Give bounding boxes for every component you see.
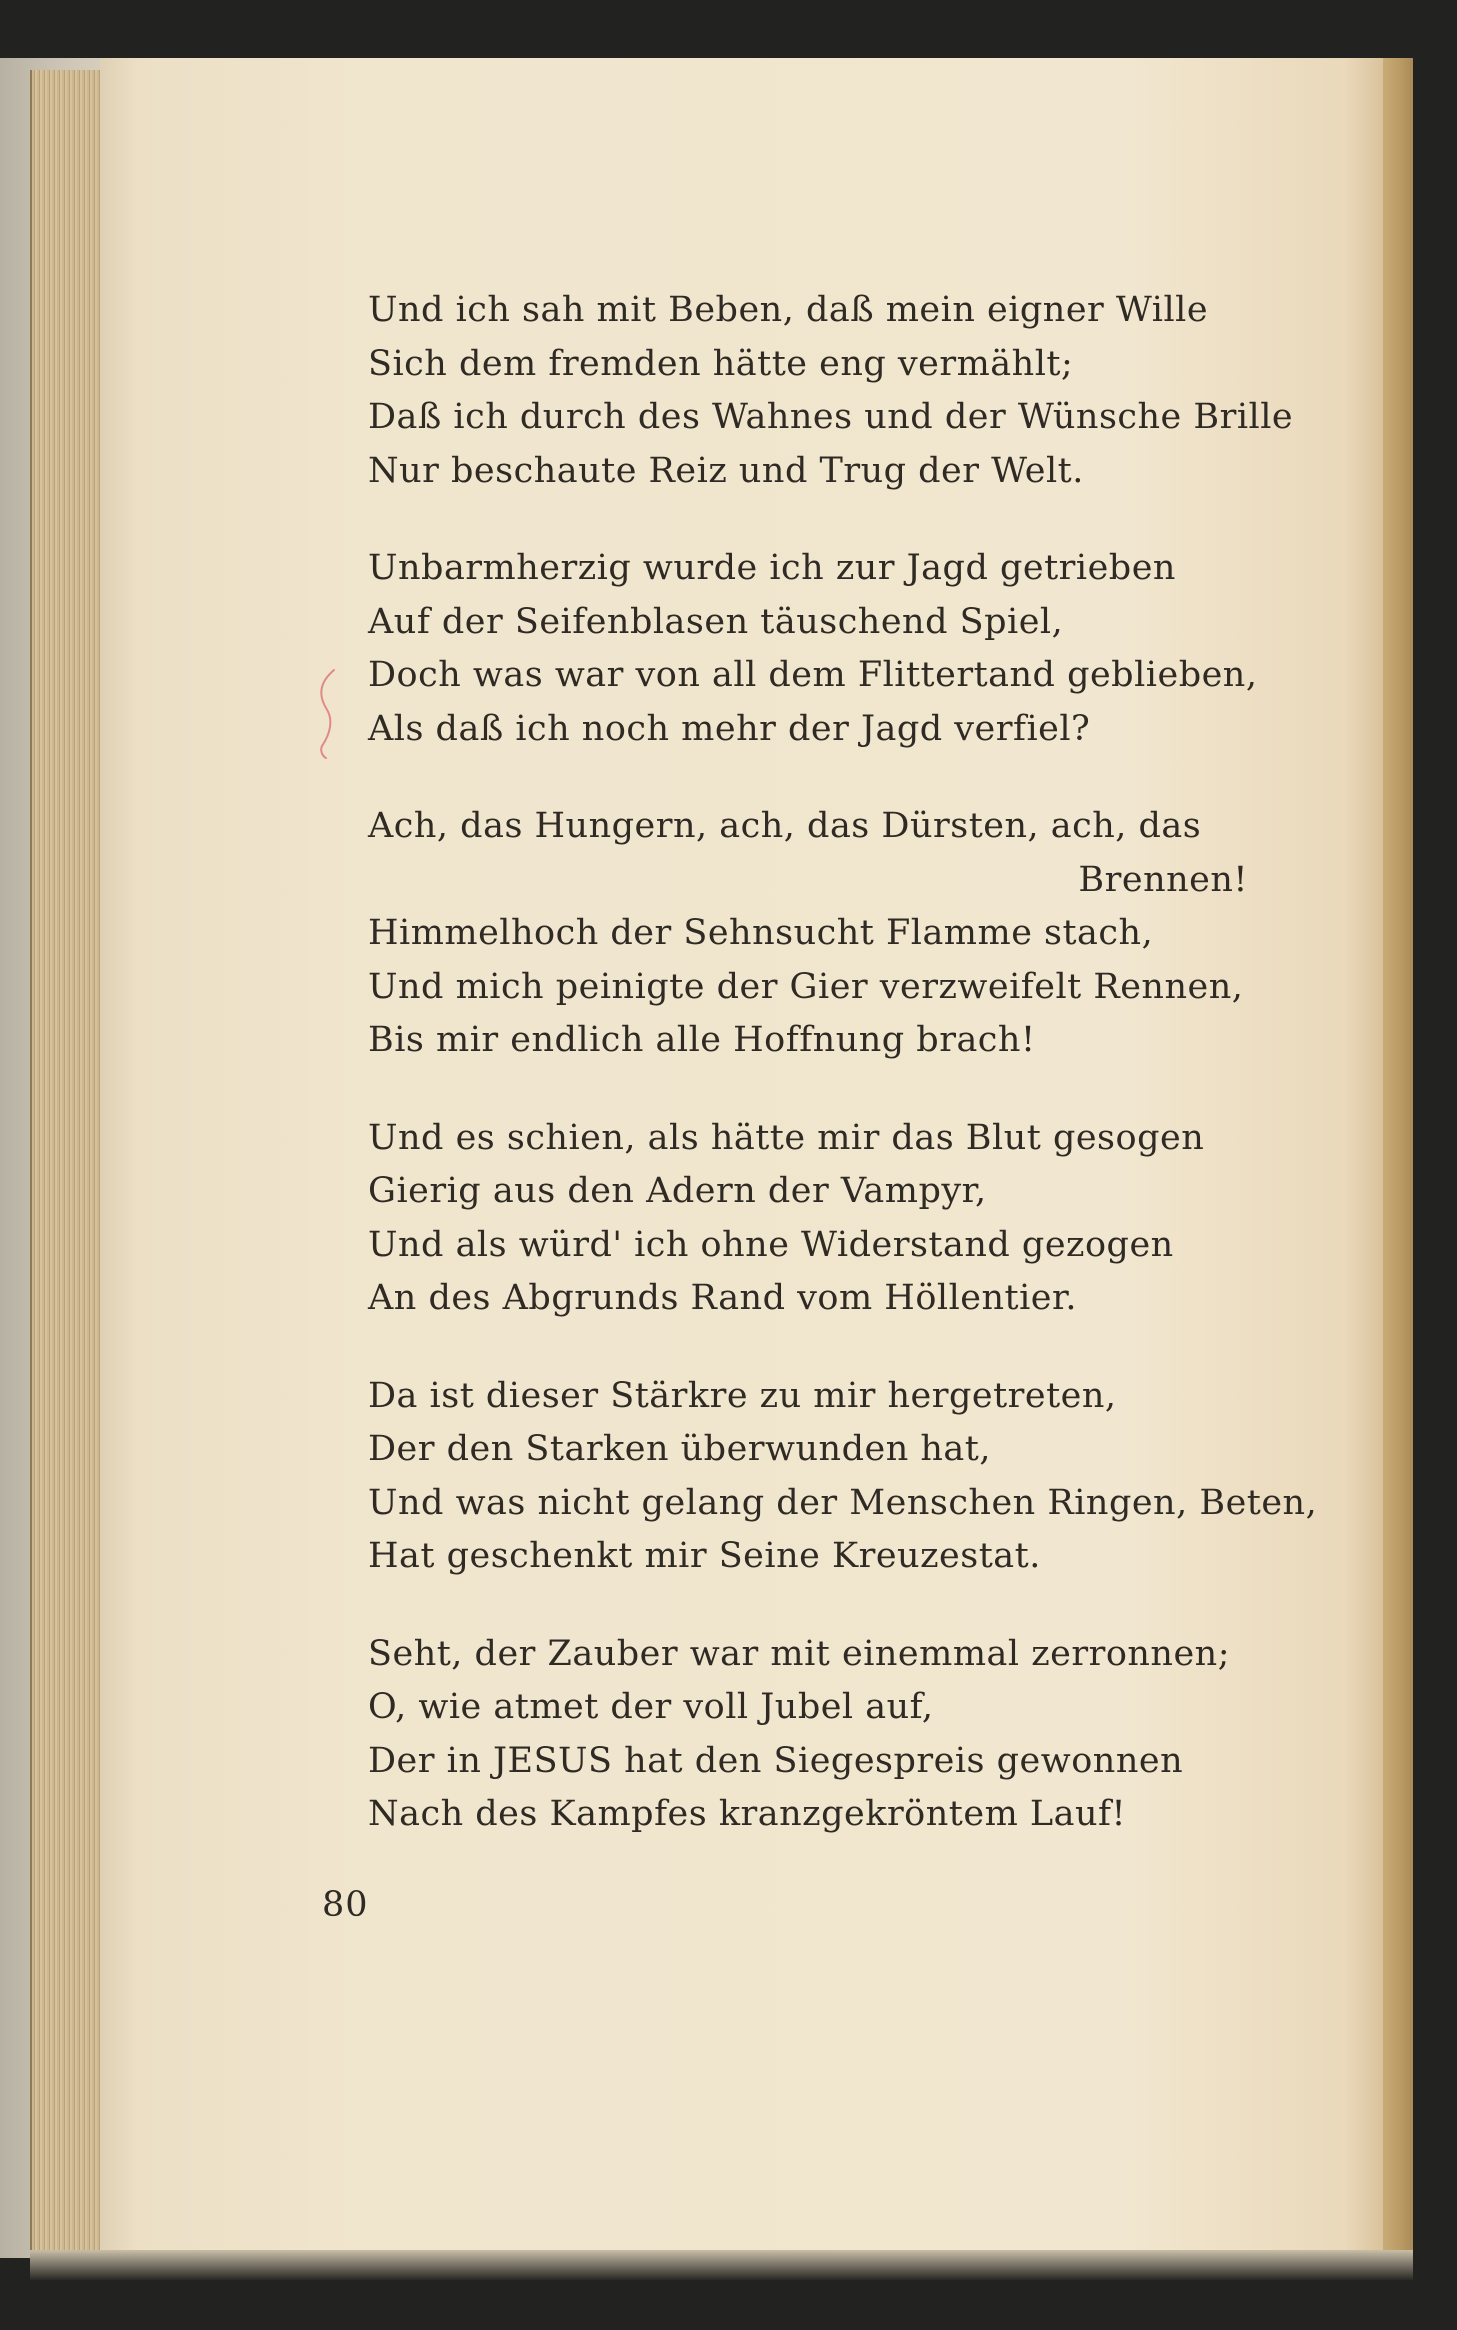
poem-line: Und es schien, als hätte mir das Blut gesogen <box>368 1117 1205 1158</box>
poem-line: O, wie atmet der voll Jubel auf, <box>368 1687 934 1727</box>
poem-line: Als daß ich noch mehr der Jagd verfiel? <box>368 708 1091 749</box>
poem-line: Bis mir endlich alle Hoffnung brach! <box>368 1020 1036 1060</box>
stanza <box>368 1112 1348 1326</box>
poem-line: Nach des Kampfes kranzgekröntem Lauf! <box>368 1794 1127 1834</box>
stanza <box>368 1370 1348 1584</box>
poem-line: Unbarmherzig wurde ich zur Jagd getrieben <box>368 548 1176 588</box>
poem-line: Und als würd' ich ohne Widerstand gezogen <box>368 1224 1174 1265</box>
poem-line: Der den Starken überwunden hat, <box>368 1429 991 1469</box>
poem-line: Da ist dieser Stärkre zu mir hergetreten, <box>368 1375 1117 1416</box>
stanza <box>368 1628 1348 1842</box>
poem-line-continuation: Brennen! <box>1078 859 1248 900</box>
poem-line: Und mich peinigte der Gier verzweifelt Rennen, <box>368 966 1244 1007</box>
bottom-shadow <box>30 2250 1413 2280</box>
poem-line: Doch was war von all dem Flittertand geblieben, <box>368 655 1258 695</box>
poem-line: Himmelhoch der Sehnsucht Flamme stach, <box>368 913 1154 953</box>
pencil-margin-mark <box>312 668 342 760</box>
poem-line: Sich dem fremden hätte eng vermählt; <box>368 343 1074 384</box>
page-gutter <box>1383 58 1413 2258</box>
page-number: 80 <box>322 1885 369 1925</box>
poem-line: Seht, der Zauber war mit einemmal zerronnen; <box>368 1633 1231 1674</box>
poem-line: Der in JESUS hat den Siegespreis gewonnen <box>368 1740 1184 1781</box>
poem-line: Hat geschenkt mir Seine Kreuzestat. <box>368 1536 1041 1576</box>
stanza <box>368 800 1348 1068</box>
poem-line: Daß ich durch des Wahnes und der Wünsche Brille <box>368 397 1294 437</box>
stanza <box>368 542 1348 756</box>
stanza <box>368 284 1348 498</box>
page-edges <box>30 70 107 2250</box>
poem-line: Auf der Seifenblasen täuschend Spiel, <box>368 601 1064 642</box>
poem-line: An des Abgrunds Rand vom Höllentier. <box>368 1278 1078 1318</box>
poem-text <box>368 284 1348 1886</box>
poem-line: Und ich sah mit Beben, daß mein eigner Wille <box>368 290 1209 330</box>
poem-line: Gierig aus den Adern der Vampyr, <box>368 1171 987 1211</box>
poem-line: Ach, das Hungern, ach, das Dürsten, ach, das <box>368 806 1202 846</box>
poem-line: Nur beschaute Reiz und Trug der Welt. <box>368 450 1084 491</box>
poem-line: Und was nicht gelang der Menschen Ringen, Beten, <box>368 1482 1318 1523</box>
